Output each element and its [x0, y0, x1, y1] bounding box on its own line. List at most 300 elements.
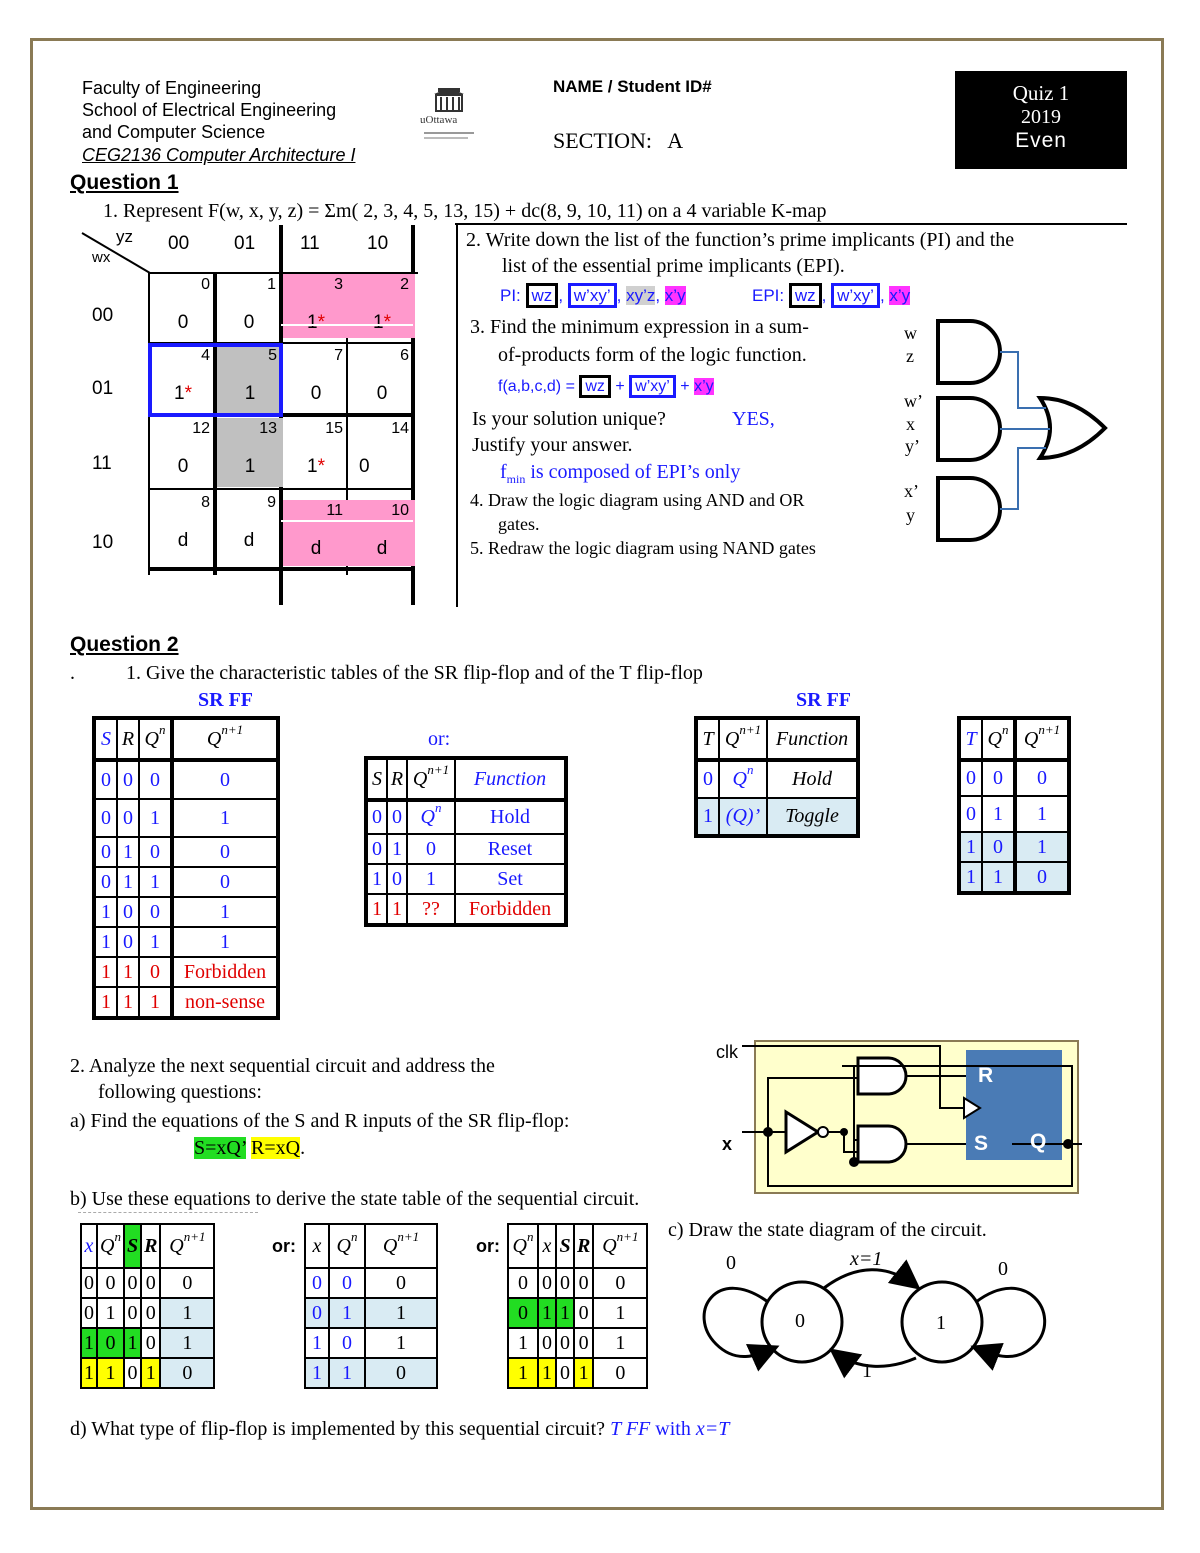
loop-0-label: 0	[726, 1252, 736, 1274]
cell: 0	[97, 1328, 124, 1358]
kmap-cell-2	[349, 274, 415, 338]
gate-input: w’	[904, 391, 923, 411]
cell: ??	[407, 894, 455, 925]
cell: 0	[81, 1298, 97, 1328]
logic-diagram	[900, 318, 1120, 548]
cell-index: 3	[334, 276, 343, 293]
col-header: R	[574, 1224, 593, 1268]
cell: 1	[1015, 832, 1069, 862]
q-letter: Q	[1023, 727, 1039, 750]
course-name: CEG2136 Computer Architecture I	[82, 145, 356, 165]
col-header: x	[305, 1224, 329, 1268]
cell: 1	[538, 1298, 556, 1328]
q2-dot: .	[70, 662, 75, 684]
q-letter: Q	[100, 1234, 115, 1257]
cell-value: 0	[310, 383, 322, 404]
cell: 1	[141, 1358, 160, 1388]
quiz-title: Quiz 1	[1012, 81, 1070, 105]
f-term: w’xy’	[629, 375, 676, 398]
epi-term: w’xy’	[831, 283, 880, 308]
cell: 0	[593, 1268, 647, 1298]
dashed-line	[78, 1212, 258, 1213]
cell-index: 15	[325, 420, 343, 437]
cell: 1	[982, 862, 1015, 893]
cell-value: 1*	[307, 456, 325, 477]
state-table-3	[507, 1223, 648, 1389]
col-header: R	[141, 1224, 160, 1268]
cell: 0	[329, 1328, 365, 1358]
q2-b-question: b) Use these equations to derive the state table of the sequential circuit.	[70, 1188, 640, 1210]
gate-input: x	[906, 414, 915, 434]
cell: 1	[407, 864, 455, 894]
cell: 1	[97, 1298, 124, 1328]
cell: 1	[94, 927, 117, 957]
q1-item4-line1: 4. Draw the logic diagram using AND and OR	[470, 490, 805, 510]
kmap-col-header: 11	[300, 233, 320, 254]
cell-index: 5	[268, 347, 277, 364]
sr-equations	[194, 1137, 305, 1160]
cell: 1	[387, 834, 407, 864]
kmap-cell-12	[150, 418, 216, 488]
and-gate-2	[938, 398, 1000, 460]
cell: 0	[160, 1358, 214, 1388]
q2-item2-line1: 2. Analyze the next sequential circuit and address the	[70, 1055, 495, 1077]
or-label-3: or:	[476, 1236, 500, 1256]
d-answer-tff: T FF	[610, 1418, 651, 1440]
cell	[407, 800, 455, 834]
col-header	[719, 718, 767, 760]
cell: 0	[959, 796, 982, 832]
cell: 0	[94, 837, 117, 867]
cell: 0	[508, 1298, 538, 1328]
cell: 1	[556, 1298, 574, 1328]
col-header: x	[81, 1224, 97, 1268]
unique-answer: YES,	[732, 408, 775, 430]
quiz-version: Even	[1015, 129, 1067, 152]
pi-term: wz	[526, 283, 559, 308]
state-1-label: 1	[936, 1312, 946, 1334]
or-label: or:	[428, 728, 451, 750]
state-diagram	[696, 1244, 1062, 1384]
cell: 0	[305, 1298, 329, 1328]
cell: 0	[696, 760, 719, 798]
sup: n+1	[183, 1228, 206, 1244]
kmap	[80, 225, 430, 610]
col-header: S	[94, 718, 117, 760]
q-label: Q	[1030, 1130, 1047, 1153]
col-header: S	[366, 758, 387, 800]
cell-index: 14	[391, 420, 409, 437]
cell-value: 1	[244, 383, 256, 404]
col-header	[593, 1224, 647, 1268]
loop-1-label: 0	[998, 1258, 1008, 1280]
name-label: NAME / Student ID#	[553, 77, 712, 96]
cell: 0	[366, 800, 387, 834]
kmap-col-header: 01	[234, 233, 256, 254]
q1-item2-line2: list of the essential prime implicants (EPI).	[502, 255, 845, 277]
kmap-col-header: 10	[367, 233, 389, 254]
q-letter: Q	[512, 1234, 527, 1257]
cell-value: 0	[376, 383, 388, 404]
q-letter: Q	[987, 727, 1002, 750]
cell: Forbidden	[455, 894, 566, 925]
f-term: wz	[579, 375, 611, 398]
f-label: f(a,b,c,d) =	[498, 378, 575, 395]
col-header	[508, 1224, 538, 1268]
cell: 1	[959, 862, 982, 893]
q1-item3-line1: 3. Find the minimum expression in a sum-	[470, 316, 809, 338]
kmap-cell-6	[349, 345, 415, 415]
cell: 1	[387, 894, 407, 925]
state-table-2	[304, 1223, 438, 1389]
t-char-table	[957, 716, 1071, 895]
cell: 0	[94, 799, 117, 837]
col-header	[97, 1224, 124, 1268]
q-letter: Q	[169, 1234, 184, 1257]
d-answer-x: x=T	[695, 1418, 730, 1440]
or-label-2: or:	[272, 1236, 296, 1256]
col-header: R	[117, 718, 139, 760]
cell: Forbidden	[172, 957, 278, 987]
r-label: R	[978, 1064, 994, 1087]
cell: 1	[94, 957, 117, 987]
quiz-year: 2019	[1021, 106, 1061, 128]
sup: n	[114, 1228, 121, 1244]
col-header: R	[387, 758, 407, 800]
f-term: x’y	[694, 378, 714, 395]
cell: 1	[139, 927, 172, 957]
justify-answer	[500, 461, 740, 487]
t-function-table	[694, 716, 860, 838]
gate-input: y’	[905, 436, 920, 456]
transition-1-to-0	[834, 1352, 916, 1366]
col-header	[982, 718, 1015, 760]
kmap-corner-wx: wx	[92, 249, 111, 266]
t-ff-title: SR FF	[796, 689, 851, 711]
cell: 0	[387, 864, 407, 894]
clk-label: clk	[716, 1042, 738, 1062]
sup: n+1	[427, 761, 450, 777]
sup: n	[158, 721, 166, 737]
cell-index: 13	[259, 420, 277, 437]
cell: 0	[574, 1328, 593, 1358]
fmin-f: f	[500, 461, 507, 483]
cell-value: d	[177, 530, 189, 551]
epi-list: EPI: wz , w’xy’ , x’y	[752, 283, 910, 309]
cell: 0	[574, 1268, 593, 1298]
justify-question: Justify your answer.	[472, 434, 633, 456]
cell-index: 7	[334, 347, 343, 364]
uottawa-logo	[420, 84, 480, 154]
cell: 1	[574, 1358, 593, 1388]
state-table-1	[80, 1223, 215, 1389]
cell-value: 1*	[174, 383, 192, 404]
cell: 0	[407, 834, 455, 864]
q-letter: Q	[206, 727, 222, 750]
cell: 0	[117, 927, 139, 957]
section-label: SECTION: A	[553, 128, 684, 153]
quiz-box	[955, 71, 1127, 169]
cell: 0	[124, 1268, 141, 1298]
kmap-cell-9	[216, 492, 282, 562]
cell: Reset	[455, 834, 566, 864]
pi-list: PI: wz , w’xy’ , xy’z, x’y	[500, 283, 686, 309]
q2-c-question: c) Draw the state diagram of the circuit.	[668, 1219, 987, 1241]
cell-index: 6	[400, 347, 409, 364]
q2-heading: Question 2	[70, 633, 179, 656]
cell: 0	[538, 1328, 556, 1358]
col-header	[139, 718, 172, 760]
cell: 0	[387, 800, 407, 834]
cell-index: 9	[267, 494, 276, 511]
cell: 1	[593, 1298, 647, 1328]
cell: 1	[94, 987, 117, 1018]
sup: n+1	[1038, 721, 1061, 737]
epi-label: EPI:	[752, 286, 785, 305]
sequential-circuit	[712, 1036, 1082, 1196]
col-header	[365, 1224, 437, 1268]
cell: non-sense	[172, 987, 278, 1018]
cell: 1	[124, 1328, 141, 1358]
cell: Toggle	[767, 798, 858, 836]
cell: 0	[365, 1358, 437, 1388]
cell-index: 0	[201, 276, 210, 293]
cell: Hold	[767, 760, 858, 798]
cell: 1	[117, 867, 139, 897]
f-min-expression: f(a,b,c,d) = wz + w’xy’ + x’y	[498, 374, 714, 400]
eq-end: .	[300, 1137, 306, 1159]
state-0-label: 0	[795, 1310, 805, 1332]
cell: 0	[172, 867, 278, 897]
q2-d-question	[70, 1418, 729, 1441]
transition-10-label: 1	[862, 1360, 872, 1382]
kmap-col-header: 00	[168, 233, 190, 254]
cell: 1	[366, 894, 387, 925]
cell: 1	[172, 799, 278, 837]
cell-index: 4	[201, 347, 210, 364]
q-letter: Q	[144, 727, 159, 750]
kmap-cell-7	[283, 345, 349, 415]
cell-index: 1	[267, 276, 276, 293]
col-header: S	[124, 1224, 141, 1268]
cell-value: d	[310, 538, 322, 559]
cell-index: 8	[201, 494, 210, 511]
q-letter: Q	[724, 727, 740, 750]
sup: n+1	[221, 721, 244, 737]
cell: 0	[305, 1268, 329, 1298]
cell: 1	[117, 987, 139, 1018]
kmap-cell-14	[349, 418, 415, 488]
cell: 0	[982, 832, 1015, 862]
sup: n	[526, 1228, 534, 1244]
cell-value: 0	[243, 312, 255, 333]
cell: 0	[366, 834, 387, 864]
kmap-cell-15	[283, 418, 349, 488]
cell: 1	[329, 1298, 365, 1328]
unique-question: Is your solution unique?	[472, 408, 666, 430]
q2-item1: 1. Give the characteristic tables of the SR flip-flop and of the T flip-flop	[126, 662, 703, 684]
cell	[719, 760, 767, 798]
kmap-cell-3	[283, 274, 349, 338]
sup: n	[1001, 721, 1009, 737]
cell: 1	[139, 799, 172, 837]
cell: 0	[574, 1298, 593, 1328]
sr-ff-circuit-diagram	[712, 1036, 1082, 1196]
q2-item2-line2: following questions:	[98, 1081, 262, 1103]
q1-divider-h	[455, 223, 1127, 225]
cell: 0	[117, 799, 139, 837]
faculty-line: Faculty of Engineering	[82, 78, 262, 98]
cell: 0	[139, 760, 172, 799]
self-loop-0	[704, 1288, 774, 1356]
q1-divider-v	[456, 225, 458, 607]
col-header	[329, 1224, 365, 1268]
and-gate-3	[938, 478, 1000, 540]
d-answer-with: with	[650, 1418, 696, 1440]
cell: 1	[94, 897, 117, 927]
cell-value: 1*	[373, 312, 391, 333]
col-header: S	[556, 1224, 574, 1268]
col-header	[160, 1224, 214, 1268]
kmap-cell-8	[150, 492, 216, 562]
cell-value: 0	[177, 312, 189, 333]
fmin-sub: min	[506, 472, 526, 486]
cell: 1	[117, 957, 139, 987]
cell: 0	[117, 760, 139, 799]
q-letter: Q	[420, 806, 435, 828]
transition-01-label: x=1	[850, 1248, 883, 1270]
pi-label: PI:	[500, 286, 521, 305]
cell: 1	[365, 1298, 437, 1328]
sup: n	[434, 800, 442, 815]
kmap-cell-4	[150, 345, 216, 415]
cell: 0	[117, 897, 139, 927]
r-equation: R=xQ	[251, 1137, 301, 1159]
gate-input: w	[904, 323, 917, 343]
cell: 0	[97, 1268, 124, 1298]
q-letter: Q	[732, 768, 747, 790]
cell-value: d	[243, 530, 255, 551]
kmap-cell-5	[217, 345, 283, 413]
cell: 1	[1015, 796, 1069, 832]
cell: 1	[538, 1358, 556, 1388]
q1-heading: Question 1	[70, 171, 179, 194]
and-gate-1	[938, 321, 1000, 383]
col-header	[1015, 718, 1069, 760]
cell: 0	[139, 837, 172, 867]
cell: 1	[139, 987, 172, 1018]
q-letter: Q	[382, 1234, 398, 1257]
d-question-text: d) What type of flip-flop is implemented by this sequential circuit?	[70, 1418, 606, 1440]
cell: 1	[160, 1328, 214, 1358]
and-cs-line: and Computer Science	[82, 122, 266, 142]
cell: 0	[139, 957, 172, 987]
q1-item3-line2: of-products form of the logic function.	[498, 344, 807, 366]
cell: 1	[365, 1328, 437, 1358]
sup: n+1	[397, 1228, 420, 1244]
q1-item4-line2: gates.	[498, 514, 540, 534]
cell-value: 0	[177, 456, 189, 477]
gate-input: z	[906, 346, 914, 366]
cell: 0	[982, 760, 1015, 796]
cell: 0	[160, 1268, 214, 1298]
gate-input: y	[906, 505, 915, 525]
kmap-row-header: 00	[92, 305, 114, 326]
logo-text: uOttawa	[420, 114, 458, 126]
cell: (Q)’	[719, 798, 767, 836]
cell: 1	[97, 1358, 124, 1388]
and-or-gates-diagram	[900, 318, 1120, 548]
epi-term: x’y	[889, 286, 911, 305]
cell: 1	[172, 897, 278, 927]
cell: 0	[141, 1268, 160, 1298]
cell: 1	[305, 1328, 329, 1358]
cell-index: 10	[391, 502, 409, 519]
cell: Set	[455, 864, 566, 894]
cell: 0	[172, 760, 278, 799]
kmap-row-header: 11	[92, 453, 112, 474]
kmap-cell-1	[216, 274, 282, 344]
kmap-cell-13	[217, 418, 283, 487]
q1-item2-line1: 2. Write down the list of the function’s prime implicants (PI) and the	[466, 229, 1015, 251]
self-loop-1	[976, 1288, 1045, 1356]
col-header: T	[959, 718, 982, 760]
sup: n	[746, 762, 754, 777]
col-header: Function	[455, 758, 566, 800]
col-header	[407, 758, 455, 800]
s-label: S	[974, 1132, 989, 1155]
cell-index: 11	[326, 502, 343, 519]
cell: 1	[81, 1358, 97, 1388]
cell: 1	[508, 1358, 538, 1388]
cell: 0	[94, 760, 117, 799]
cell: 1	[172, 927, 278, 957]
school-line: School of Electrical Engineering	[82, 100, 337, 120]
pi-term: x’y	[664, 286, 686, 305]
q-letter: Q	[336, 1234, 351, 1257]
cell: 1	[160, 1298, 214, 1328]
cell: 1	[117, 837, 139, 867]
sup: n+1	[739, 721, 762, 737]
sr-char-table	[92, 716, 280, 1020]
sr-ff-title: SR FF	[198, 689, 253, 711]
col-header: x	[538, 1224, 556, 1268]
cell: 0	[1015, 760, 1069, 796]
x-label: x	[722, 1134, 733, 1154]
fmin-text: is composed of EPI’s only	[525, 461, 741, 483]
cell: 1	[139, 867, 172, 897]
cell: 0	[94, 867, 117, 897]
pi-term: xy’z	[626, 286, 656, 305]
cell: 0	[124, 1298, 141, 1328]
cell: 0	[556, 1328, 574, 1358]
cell-value: 1	[244, 456, 256, 477]
cell: 1	[81, 1328, 97, 1358]
transition-0-to-1	[824, 1270, 916, 1288]
s-equation: S=xQ’	[194, 1137, 247, 1159]
q-letter: Q	[412, 767, 428, 790]
cell: 0	[141, 1328, 160, 1358]
sup: n+1	[616, 1228, 639, 1244]
q1-item1: 1. Represent F(w, x, y, z) = Σm( 2, 3, 4, 5, 13, 15) + dc(8, 9, 10, 11) on a 4 variable K-map	[103, 200, 827, 222]
col-header	[172, 718, 278, 760]
q1-item5: 5. Redraw the logic diagram using NAND gates	[470, 538, 816, 558]
cell: 0	[538, 1268, 556, 1298]
cell: 1	[508, 1328, 538, 1358]
cell: 1	[305, 1358, 329, 1388]
cell: 0	[556, 1358, 574, 1388]
cell: 0	[1015, 862, 1069, 893]
